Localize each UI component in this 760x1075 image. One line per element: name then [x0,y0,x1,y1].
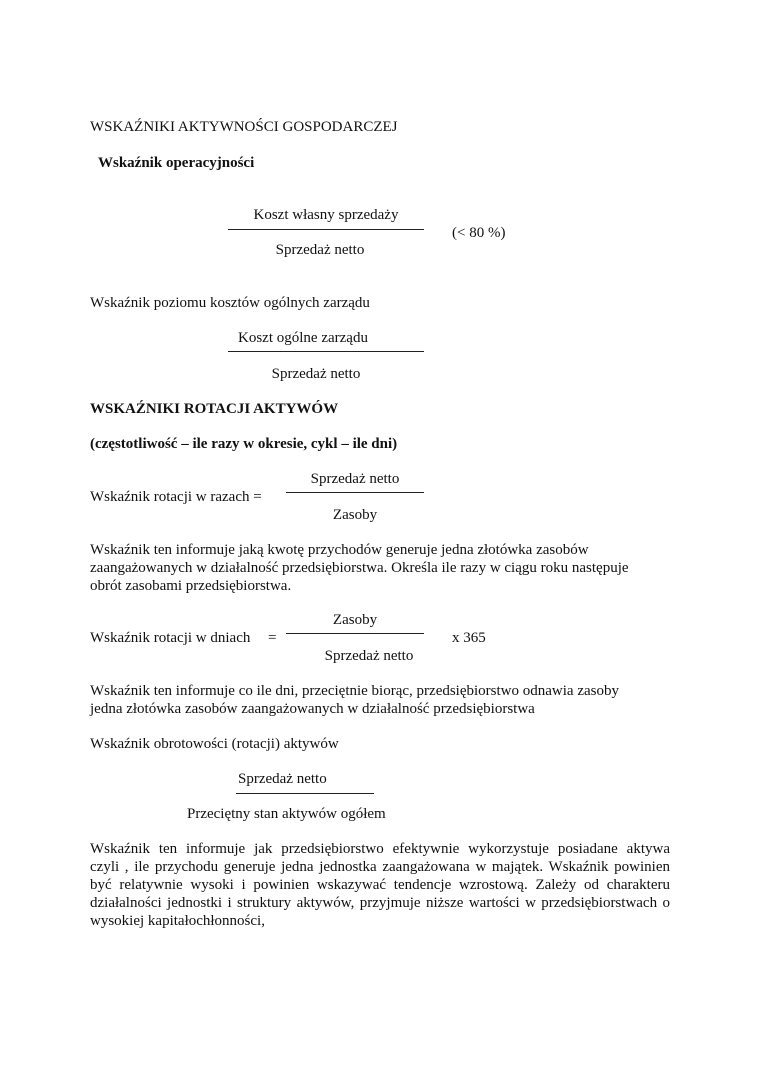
operational-title: Wskaźnik operacyjności [98,155,255,171]
description-line: działalności jednostki i struktury aktywów, przyjmuje niższe wartości w przedsiębiorstwach o [90,895,670,911]
heading-rotation: WSKAŹNIKI ROTACJI AKTYWÓW [90,401,339,417]
rotation-days-label: Wskaźnik rotacji w dniach [90,630,251,646]
rotation-times-label: Wskaźnik rotacji w razach = [90,489,262,505]
rotation-days-numerator: Zasoby [332,612,378,628]
admin-cost-fraction-line [228,351,424,352]
description-line: być relatywnie wysoki i powinien wskazywać tendencje wzrostową. Zależy od charakteru [90,877,670,893]
rotation-times-description [90,541,650,595]
description-line: zaangażowanych w działalność przedsiębiorstwa. Określa ile razy w ciągu roku następuje [90,560,629,576]
asset-turnover-denominator: Przeciętny stan aktywów ogółem [187,806,386,822]
rotation-subtitle: (częstotliwość – ile razy w okresie, cykl – ile dni) [90,436,398,452]
asset-turnover-numerator: Sprzedaż netto [238,771,327,787]
operational-numerator: Koszt własny sprzedaży [253,207,399,223]
rotation-days-denominator: Sprzedaż netto [324,648,414,664]
rotation-days-multiplier: x 365 [452,630,486,646]
admin-cost-numerator: Koszt ogólne zarządu [238,330,368,346]
rotation-times-denominator: Zasoby [332,507,378,523]
asset-turnover-title: Wskaźnik obrotowości (rotacji) aktywów [90,736,339,752]
rotation-days-equals: = [268,630,277,646]
description-line: wysokiej kapitałochłonności, [90,913,265,929]
rotation-times-fraction-line [286,492,424,493]
heading-activity: WSKAŹNIKI AKTYWNOŚCI GOSPODARCZEJ [90,119,398,135]
description-line: Wskaźnik ten informuje jaką kwotę przychodów generuje jedna złotówka zasobów [90,542,589,558]
description-line: obrót zasobami przedsiębiorstwa. [90,578,292,594]
operational-denominator: Sprzedaż netto [275,242,365,258]
rotation-times-numerator: Sprzedaż netto [310,471,400,487]
description-line: Wskaźnik ten informuje co ile dni, przeciętnie biorąc, przedsiębiorstwo odnawia zasoby [90,683,619,699]
rotation-days-description [90,682,650,718]
admin-cost-denominator: Sprzedaż netto [271,366,361,382]
operational-note: (< 80 %) [452,225,506,241]
description-line: czyli , ile przychodu generuje jedna jednostka zaangażowana w majątek. Wskaźnik powinien [90,859,670,875]
asset-turnover-description [90,840,670,930]
description-line: jedna złotówka zasobów zaangażowanych w działalność przedsiębiorstwa [90,701,535,717]
operational-fraction-line [228,229,424,230]
asset-turnover-fraction-line [236,793,374,794]
description-line: Wskaźnik ten informuje jak przedsiębiorstwo efektywnie wykorzystuje posiadane aktywa [90,841,670,857]
admin-cost-title: Wskaźnik poziomu kosztów ogólnych zarządu [90,295,370,311]
rotation-days-fraction-line [286,633,424,634]
